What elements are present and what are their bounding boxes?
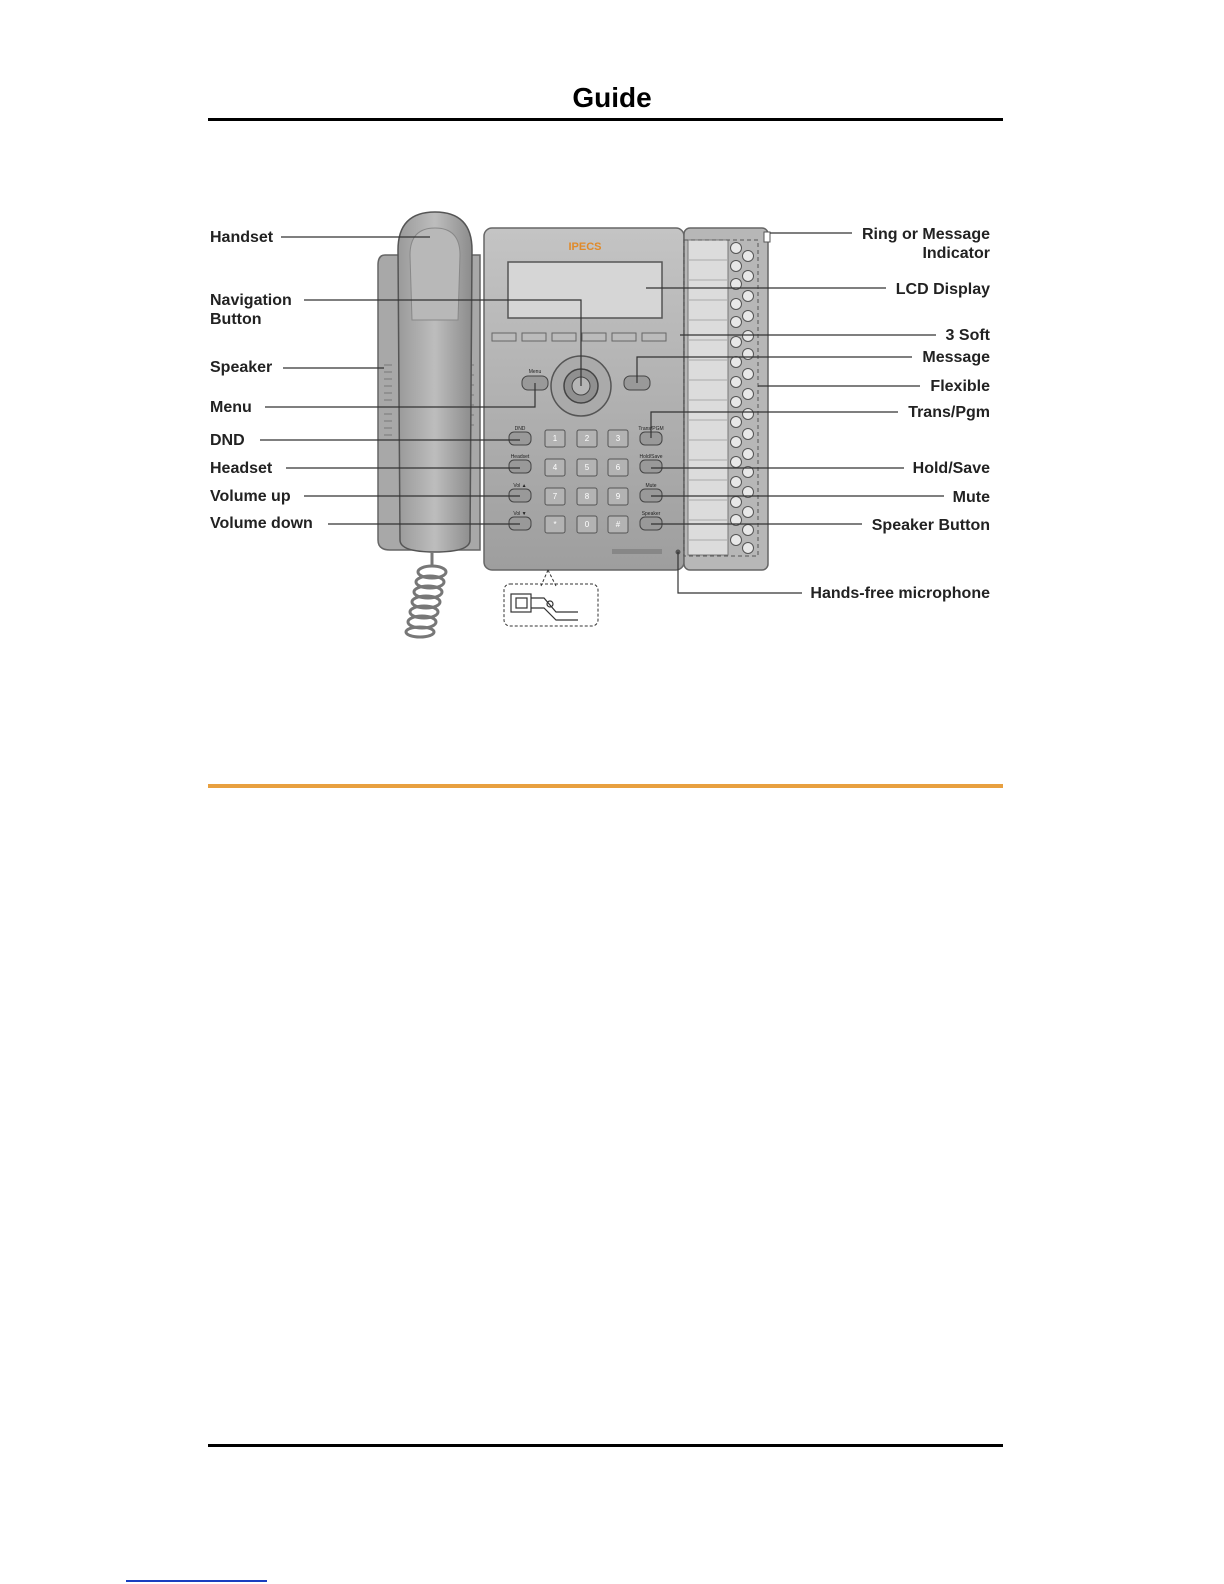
label-strip — [688, 240, 728, 555]
hold-key — [640, 460, 662, 473]
phone-illustration — [0, 0, 1224, 700]
svg-text:IPECS: IPECS — [568, 241, 602, 253]
dial-key-2: 2 — [584, 434, 590, 443]
coiled-cord — [406, 552, 446, 637]
label-volume-up: Volume up — [210, 488, 291, 505]
label-navigation-button: Navigation Button — [210, 292, 292, 328]
dial-key-6: 6 — [615, 463, 621, 472]
trans-key-caption: Trans/PGM — [638, 426, 664, 432]
dial-key-3: 3 — [615, 434, 621, 443]
dnd-key-caption: DND — [514, 426, 526, 432]
dial-key-star: * — [553, 520, 557, 529]
label-headset: Headset — [210, 460, 273, 477]
label-lcd-display: LCD Display — [895, 281, 990, 298]
page-title: Guide — [572, 82, 652, 113]
label-handsfree-microphone: Hands-free microphone — [810, 585, 990, 602]
dial-key-1: 1 — [552, 434, 558, 443]
voldown-key-caption: Vol ▼ — [513, 511, 527, 517]
speaker-key-caption: Speaker — [641, 511, 661, 517]
dial-key-0: 0 — [584, 520, 590, 529]
headset-key — [509, 460, 531, 473]
volup-key-caption: Vol ▲ — [513, 483, 527, 489]
footer-rule — [208, 1444, 1003, 1447]
dial-key-hash: # — [615, 520, 621, 529]
label-message: Message — [922, 349, 990, 366]
label-speaker: Speaker — [210, 359, 273, 376]
ring-indicator — [764, 232, 770, 242]
footer-link-underline[interactable] — [126, 1580, 267, 1582]
dial-key-5: 5 — [584, 463, 590, 472]
label-hold-save: Hold/Save — [912, 460, 990, 477]
jack-box — [504, 584, 598, 626]
lcd-screen — [508, 262, 662, 318]
dial-key-9: 9 — [615, 492, 621, 501]
label-flexible: Flexible — [930, 378, 990, 395]
phone-diagram — [0, 0, 1224, 700]
hold-key-caption: Hold/Save — [639, 454, 663, 460]
dial-key-8: 8 — [584, 492, 590, 501]
label-speaker-button: Speaker Button — [871, 517, 990, 534]
label-mute: Mute — [952, 489, 990, 506]
label-menu: Menu — [210, 399, 252, 416]
label-volume-down: Volume down — [210, 515, 313, 532]
dial-key-4: 4 — [552, 463, 558, 472]
jack-callout — [541, 570, 556, 586]
headset-key-caption: Headset — [510, 454, 530, 460]
label-ring-indicator: Ring or Message Indicator — [861, 226, 990, 262]
label-handset: Handset — [210, 229, 274, 246]
mute-key-caption: Mute — [645, 483, 657, 489]
label-trans-pgm: Trans/Pgm — [908, 404, 990, 421]
label-dnd: DND — [210, 432, 245, 449]
section-divider — [208, 784, 1003, 788]
dnd-key — [509, 432, 531, 445]
dial-key-7: 7 — [552, 492, 558, 501]
label-soft-keys: 3 Soft — [945, 327, 990, 344]
menu-key-caption: Menu — [528, 369, 542, 375]
